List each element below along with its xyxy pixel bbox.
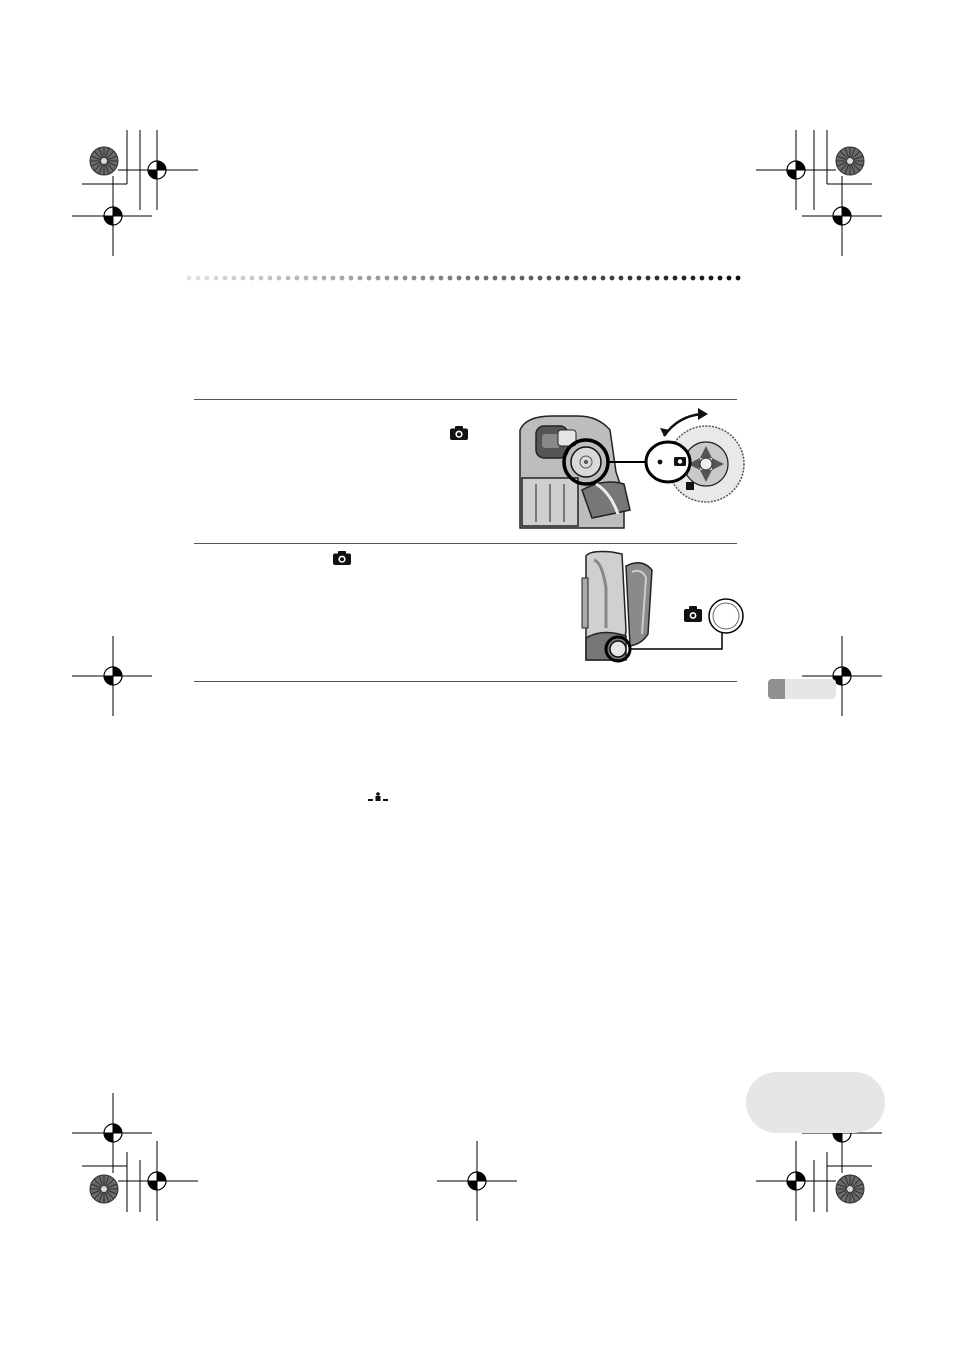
rule-dot — [385, 276, 390, 281]
camera-icon — [450, 426, 468, 440]
rule-dot — [349, 276, 354, 281]
rule-dot — [250, 276, 255, 281]
rule-dot — [430, 276, 435, 281]
rule-dot — [421, 276, 426, 281]
camera-icon — [333, 551, 351, 565]
rule-dot — [187, 276, 192, 281]
rule-dot — [637, 276, 642, 281]
rule-dot — [574, 276, 579, 281]
rule-dot — [547, 276, 552, 281]
rule-dot — [736, 276, 741, 281]
rule-dot — [520, 276, 525, 281]
rule-dot — [493, 276, 498, 281]
rule-dot — [583, 276, 588, 281]
rule-dot — [376, 276, 381, 281]
side-tab-marker — [768, 679, 785, 699]
header-dotted-rule — [186, 272, 746, 284]
rule-dot — [241, 276, 246, 281]
rule-dot — [403, 276, 408, 281]
rule-dot — [664, 276, 669, 281]
rule-dot — [259, 276, 264, 281]
photo-shot-button-illustration — [572, 548, 747, 666]
rule-dot — [268, 276, 273, 281]
rule-dot — [646, 276, 651, 281]
page-number-badge — [746, 1072, 885, 1133]
rule-dot — [592, 276, 597, 281]
rule-dot — [295, 276, 300, 281]
rule-dot — [565, 276, 570, 281]
rule-dot — [484, 276, 489, 281]
rule-dot — [322, 276, 327, 281]
rule-dot — [331, 276, 336, 281]
rule-dot — [448, 276, 453, 281]
rule-dot — [556, 276, 561, 281]
rule-dot — [610, 276, 615, 281]
rule-dot — [457, 276, 462, 281]
rule-dot — [232, 276, 237, 281]
rule-dot — [475, 276, 480, 281]
rule-dot — [439, 276, 444, 281]
rule-dot — [673, 276, 678, 281]
rule-dot — [214, 276, 219, 281]
rule-dot — [601, 276, 606, 281]
rule-dot — [628, 276, 633, 281]
spot-icon — [368, 792, 388, 802]
rule-dot — [313, 276, 318, 281]
rule-dot — [538, 276, 543, 281]
rule-dot — [655, 276, 660, 281]
rule-dot — [340, 276, 345, 281]
section-side-tab — [768, 679, 836, 699]
rule-dot — [304, 276, 309, 281]
rule-dot — [502, 276, 507, 281]
camera-mode-dial-illustration — [512, 402, 748, 530]
step-divider-middle — [194, 543, 737, 544]
rule-dot — [529, 276, 534, 281]
rule-dot — [394, 276, 399, 281]
rule-dot — [727, 276, 732, 281]
rule-dot — [223, 276, 228, 281]
rule-dot — [619, 276, 624, 281]
rule-dot — [277, 276, 282, 281]
rule-dot — [700, 276, 705, 281]
rule-dot — [205, 276, 210, 281]
rule-dot — [511, 276, 516, 281]
rule-dot — [691, 276, 696, 281]
rule-dot — [466, 276, 471, 281]
rule-dot — [412, 276, 417, 281]
rule-dot — [358, 276, 363, 281]
rule-dot — [367, 276, 372, 281]
rule-dot — [718, 276, 723, 281]
step-divider-top — [194, 399, 737, 400]
rule-dot — [286, 276, 291, 281]
rule-dot — [196, 276, 201, 281]
rule-dot — [709, 276, 714, 281]
rule-dot — [682, 276, 687, 281]
step-divider-bottom — [194, 681, 737, 682]
